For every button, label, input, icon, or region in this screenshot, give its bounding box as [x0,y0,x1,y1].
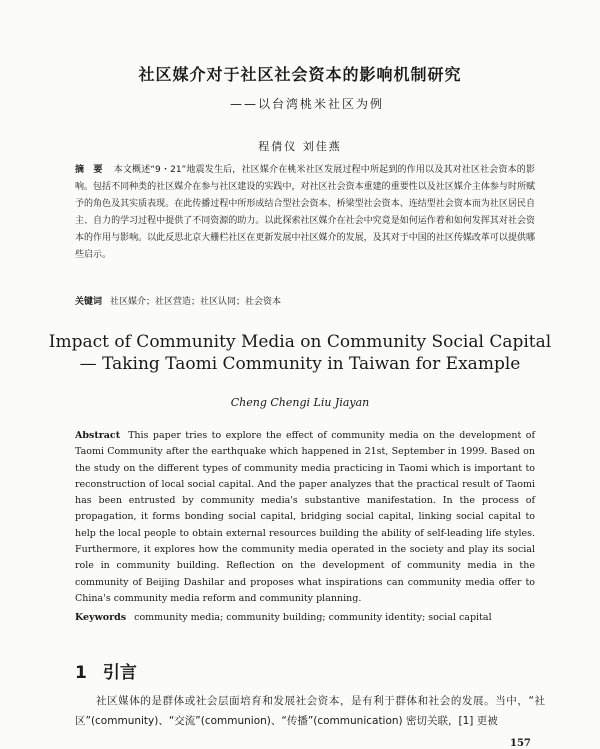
section-number: 1 [75,663,87,683]
english-abstract-label: Abstract [75,430,121,441]
chinese-authors: 程倩仪 刘佳燕 [258,140,342,153]
english-abstract-text: This paper tries to explore the effect of community media on the development of Taomi Community after the earthquake which happened in 21st, September in 1999. Based on the study on the different types of community media practicing in Taomi which is important to reconstruction of local social capital. And the paper analyzes that the practical result of Taomi has been entrusted by community media's substantive manifestation. In the process of propagation, it forms bonding social capital, bridging social capital, linking social capital to help the local people to obtain external resources building the ability of self-leading life styles. Furthermore, it explores how the community media operated in the society and play its social role in community building. Reflection on the development of community media in the community of Beijing Dashilar and proposes what inspirations can community media offer to China's community media reform and community planning. [75,430,535,604]
english-title [0,331,600,375]
english-title-line-2: — Taking Taomi Community in Taiwan for Example [79,354,521,374]
chinese-title: 社区媒介对于社区社会资本的影响机制研究 [138,65,462,84]
english-keywords-label: Keywords [75,612,127,623]
body-paragraph: 社区媒体的是群体或社会层面培育和发展社会资本，是有利于群体和社会的发展。当中，“社区”(community)、“交流”(communion)、“传播”(communication) 密切关联，[1] 更被 [75,695,545,727]
english-authors: Cheng Chengi Liu Jiayan [230,396,370,409]
english-title-line-1: Impact of Community Media on Community Social Capital [48,332,552,352]
chinese-subtitle: ——以台湾桃米社区为例 [230,97,385,111]
english-keywords [75,612,535,623]
chinese-abstract-text: 本文概述“9・21”地震发生后，社区媒介在桃米社区发展过程中所起到的作用以及其对社区社会资本的影响。包括不同种类的社区媒介在参与社区建设的实践中，对社区社会资本重建的重要性以及社区媒介主体参与时所赋予的角色及其实质表现。在此传播过程中所形成结合型社会资本、桥梁型社会资本、连结型社会资本而为社区居民自主、自力的学习过程中提供了不同资源的助力。以此探索社区媒介在社会中究竟是如何运作着和如何发挥其对社会资本的作用与影响。以此反思北京大栅栏社区在更新发展中社区媒介的发展，及其对于中国的社区传媒改革可以提供哪些启示。 [75,165,535,260]
english-keywords-text: community media; community building; community identity; social capital [134,612,492,623]
chinese-abstract [75,162,535,264]
chinese-keywords-label: 关键词 [75,297,103,307]
section-heading [75,658,137,683]
english-abstract [75,428,535,607]
chinese-keywords [75,294,535,307]
page-number: 157 [510,738,531,749]
chinese-keywords-text: 社区媒介；社区营造；社区认同；社会资本 [110,297,282,307]
chinese-abstract-label: 摘 要 [75,165,106,175]
section-title: 引言 [102,663,137,683]
